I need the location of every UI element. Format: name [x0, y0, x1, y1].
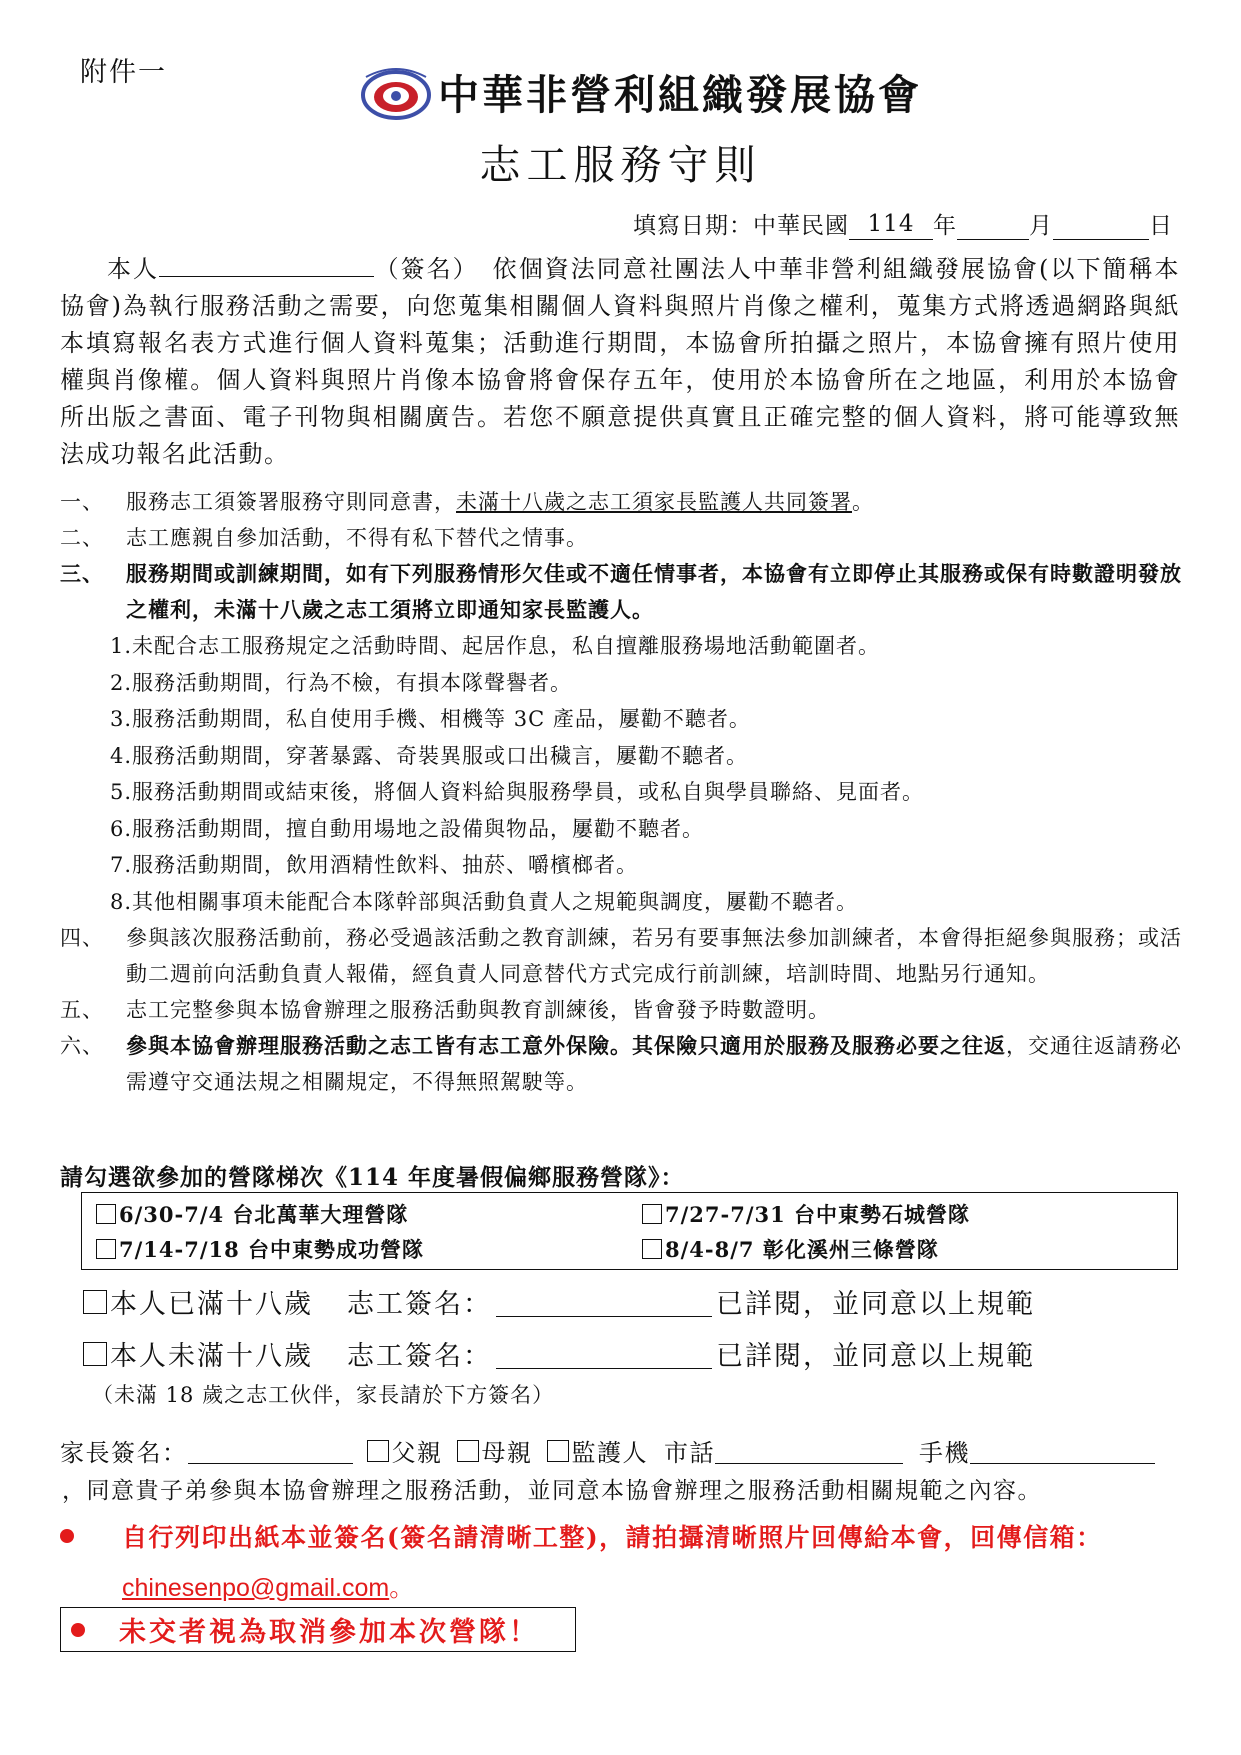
camp-label: 7/27-7/31 台中東勢石城營隊	[665, 1202, 971, 1227]
minor-agreement-row	[83, 1334, 1035, 1373]
rule-text: 參與該次服務活動前，務必受過該活動之教育訓練，若另有要事無法參加訓練者，本會得拒絕參與服務；或活動二週前向活動負責人報備，經負責人同意替代方式完成行前訓練，培訓時間、地點另行通知。	[126, 926, 1182, 986]
subitem: 1.未配合志工服務規定之活動時間、起居作息，私自擅離服務場地活動範圍者。	[110, 634, 881, 658]
father-checkbox[interactable]	[367, 1440, 389, 1462]
date-month-unit: 月	[1029, 213, 1053, 239]
subitem: 3.服務活動期間，私自使用手機、相機等 3C 產品，屢勸不聽者。	[110, 707, 751, 731]
warning-text: 未交者視為取消參加本次營隊！	[119, 1617, 539, 1648]
camp-option-changhua-santiao[interactable]	[642, 1234, 939, 1264]
camp-option-taichung-chenggong[interactable]	[96, 1234, 424, 1264]
page-title: 志工服務守則	[479, 141, 762, 189]
consent-paragraph	[60, 250, 1180, 473]
subitem: 2.服務活動期間，行為不檢，有損本隊聲譽者。	[110, 670, 573, 695]
subitem: 8.其他相關事項未能配合本隊幹部與活動負責人之規範與調度，屢勸不聽者。	[110, 889, 859, 914]
submission-notice	[60, 1518, 1103, 1554]
rule-3	[60, 556, 1185, 628]
email-line	[122, 1568, 414, 1604]
date-day-field[interactable]	[1053, 211, 1149, 240]
intro-sign-hint: （簽名）	[374, 255, 467, 283]
subitem: 4.服務活動期間，穿著暴露、奇裝異服或口出穢言，屢勸不聽者。	[110, 743, 749, 768]
date-month-field[interactable]	[957, 211, 1029, 240]
mother-label: 母親	[481, 1439, 533, 1467]
intro-signature-field[interactable]	[159, 250, 374, 277]
intro-prefix: 本人	[107, 255, 160, 283]
rule-number: 五、	[60, 998, 104, 1022]
rule-text-end: 。	[852, 490, 874, 514]
bullet-icon	[60, 1529, 74, 1543]
rule-number: 三、	[60, 561, 104, 586]
rule-4	[60, 920, 1185, 992]
checkbox[interactable]	[96, 1204, 116, 1224]
adult-signature-field[interactable]	[496, 1286, 712, 1317]
parent-signature-field[interactable]	[188, 1437, 353, 1464]
minor-checkbox[interactable]	[83, 1342, 107, 1366]
date-year-unit: 年	[933, 213, 957, 239]
rule-3-subitems	[60, 628, 1185, 920]
checkbox[interactable]	[642, 1239, 662, 1259]
parent-signature-row	[60, 1433, 1155, 1468]
subitem: 6.服務活動期間，擅自動用場地之設備與物品，屢勸不聽者。	[110, 816, 705, 841]
rule-number: 二、	[60, 526, 104, 550]
header-brand	[360, 62, 922, 121]
date-label: 填寫日期：中華民國	[633, 213, 849, 239]
date-year-field[interactable]: 114	[849, 211, 933, 240]
parent-consent-text: ，同意貴子弟參與本協會辦理之服務活動，並同意本協會辦理之服務活動相關規範之內容。	[62, 1478, 1042, 1504]
bullet-icon	[71, 1623, 85, 1637]
rule-text: 志工完整參與本協會辦理之服務活動與教育訓練後，皆會發予時數證明。	[126, 998, 830, 1022]
rule-text-underlined: 未滿十八歲之志工須家長監護人共同簽署	[456, 490, 852, 514]
org-name: 中華非營利組織發展協會	[438, 71, 922, 119]
rule-text-bold: 參與本協會辦理服務活動之志工皆有志工意外保險。其保險只適用於服務及服務必要之往返	[126, 1033, 1006, 1058]
camp-selection-title: 請勾選欲參加的營隊梯次《114 年度暑假偏鄉服務營隊》：	[60, 1164, 685, 1191]
mobile-field[interactable]	[970, 1437, 1155, 1464]
rule-text: 志工應親自參加活動，不得有私下替代之情事。	[126, 526, 588, 550]
org-logo-icon	[360, 63, 432, 121]
minor-note: （未滿 18 歲之志工伙伴，家長請於下方簽名）	[92, 1383, 555, 1407]
date-day-unit: 日	[1149, 213, 1173, 239]
camp-option-taipei-wanhua[interactable]	[96, 1199, 408, 1229]
camp-option-taichung-shicheng[interactable]	[642, 1199, 970, 1229]
guardian-label: 監護人	[571, 1439, 648, 1467]
subitem: 7.服務活動期間，飲用酒精性飲料、抽菸、嚼檳榔者。	[110, 853, 639, 877]
rule-number: 一、	[60, 490, 104, 514]
email-suffix: 。	[389, 1574, 415, 1602]
volunteer-sign-label: 志工簽名：	[347, 1289, 492, 1320]
parent-sign-label: 家長簽名：	[60, 1439, 188, 1467]
rule-1	[60, 484, 1185, 520]
phone-label: 市話	[664, 1439, 715, 1467]
camp-options-box	[81, 1192, 1178, 1270]
rule-2	[60, 520, 1185, 556]
camp-label: 6/30-7/4 台北萬華大理營隊	[119, 1202, 409, 1227]
subitem: 5.服務活動期間或結束後，將個人資料給與服務學員，或私自與學員聯絡、見面者。	[110, 780, 925, 804]
volunteer-sign-label: 志工簽名：	[347, 1341, 492, 1372]
checkbox[interactable]	[96, 1239, 116, 1259]
phone-field[interactable]	[715, 1437, 903, 1464]
rule-text: 服務志工須簽署服務守則同意書，	[126, 490, 456, 514]
adult-agreement-row	[83, 1282, 1035, 1321]
rules-list	[60, 484, 1185, 1100]
guardian-checkbox[interactable]	[547, 1440, 569, 1462]
agree-suffix: 已詳閱，並同意以上規範	[716, 1341, 1035, 1372]
minor-label: 本人未滿十八歲	[110, 1341, 313, 1372]
mother-checkbox[interactable]	[457, 1440, 479, 1462]
notice-text: 自行列印出紙本並簽名(簽名請清晰工整)，請拍攝清晰照片回傳給本會，回傳信箱：	[122, 1523, 1103, 1552]
camp-label: 7/14-7/18 台中東勢成功營隊	[119, 1237, 425, 1262]
checkbox[interactable]	[642, 1204, 662, 1224]
camp-label: 8/4-8/7 彰化溪州三條營隊	[665, 1237, 939, 1262]
fill-date	[633, 207, 1173, 240]
rule-text: ，交通往返請務必需遵守交通法規之相關規定，不得無照駕駛等。	[126, 1034, 1182, 1094]
rule-number: 六、	[60, 1034, 104, 1058]
rule-number: 四、	[60, 926, 104, 950]
email-link[interactable]: chinesenpo@gmail.com	[122, 1574, 390, 1602]
rule-5	[60, 992, 1185, 1028]
adult-checkbox[interactable]	[83, 1290, 107, 1314]
annex-label: 附件一	[80, 57, 167, 88]
mobile-label: 手機	[919, 1439, 970, 1467]
warning-box	[60, 1607, 576, 1652]
minor-signature-field[interactable]	[496, 1338, 712, 1369]
adult-label: 本人已滿十八歲	[110, 1289, 313, 1320]
rule-text: 服務期間或訓練期間，如有下列服務情形欠佳或不適任情事者，本協會有立即停止其服務或保有時數證明發放之權利，未滿十八歲之志工須將立即通知家長監護人。	[126, 561, 1182, 622]
rule-6	[60, 1028, 1185, 1100]
intro-body: 依個資法同意社團法人中華非營利組織發展協會(以下簡稱本協會)為執行服務活動之需要，向您蒐集相關個人資料與照片肖像之權利，蒐集方式將透過網路與紙本填寫報名表方式進行個人資料蒐集；活動進行期間，本協會所拍攝之照片，本協會擁有照片使用權與肖像權。個人資料與照片肖像本協會將會保存五年，使用於本協會所在之地區，利用於本協會所出版之書面、電子刊物與相關廣告。若您不願意提供真實且正確完整的個人資料，將可能導致無法成功報名此活動。	[60, 255, 1181, 468]
agree-suffix: 已詳閱，並同意以上規範	[716, 1289, 1035, 1320]
father-label: 父親	[391, 1439, 443, 1467]
